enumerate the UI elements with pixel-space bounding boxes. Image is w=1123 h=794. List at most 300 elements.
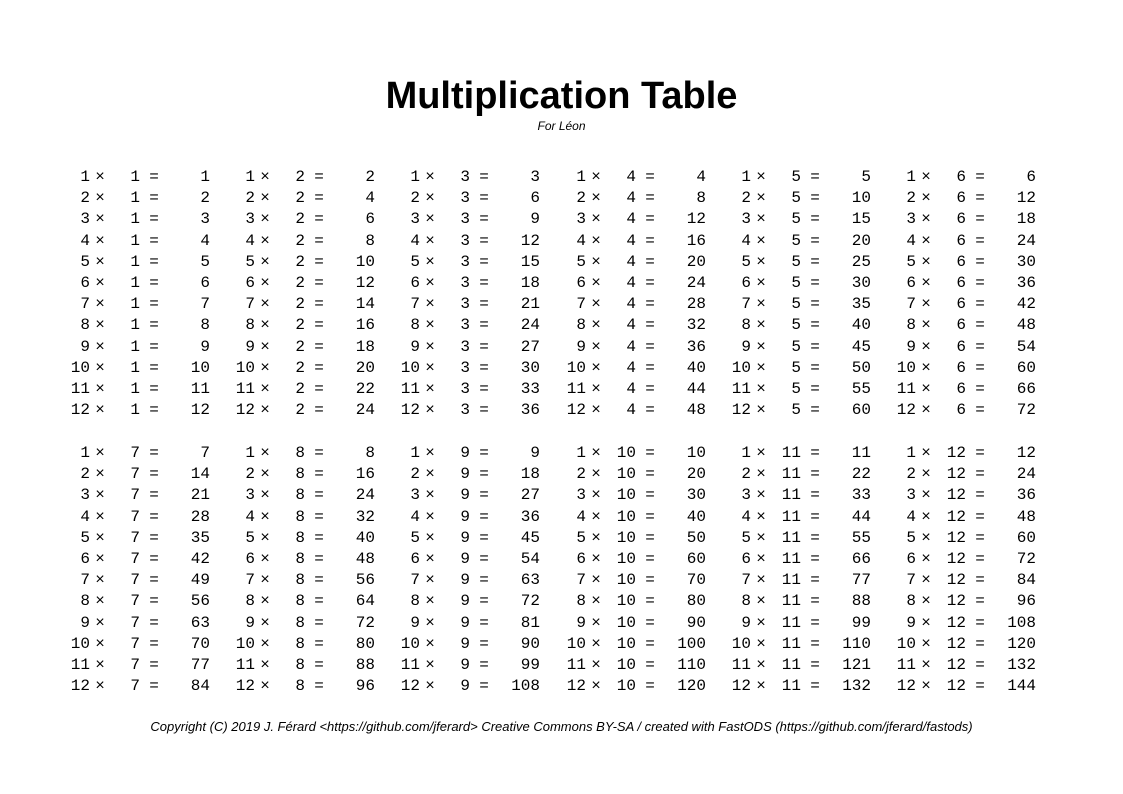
equals-sign: = xyxy=(810,231,820,250)
multiplier: 5 xyxy=(791,401,801,420)
equation-row xyxy=(731,358,881,379)
equals-sign: = xyxy=(149,549,159,568)
equals-sign: = xyxy=(810,358,820,377)
multiplicand: 1 xyxy=(80,444,90,462)
equation-row xyxy=(235,507,385,528)
product: 60 xyxy=(851,401,871,420)
multiplicand: 2 xyxy=(576,189,586,208)
times-sign: × xyxy=(260,507,270,526)
equals-sign: = xyxy=(479,358,489,377)
multiplicand: 6 xyxy=(245,549,255,568)
equation-row xyxy=(731,485,881,506)
equation-row xyxy=(235,443,385,464)
product: 21 xyxy=(190,486,210,505)
times-sign: × xyxy=(756,189,766,208)
times-sign: × xyxy=(756,337,766,356)
product: 70 xyxy=(190,634,210,653)
times-sign: × xyxy=(756,316,766,335)
equation-row xyxy=(235,209,385,230)
times-sign: × xyxy=(260,592,270,611)
equals-sign: = xyxy=(314,189,324,208)
equals-sign: = xyxy=(645,401,655,420)
multiplicand: 8 xyxy=(245,316,255,335)
multiplier: 8 xyxy=(295,528,305,547)
equals-sign: = xyxy=(149,486,159,505)
multiplicand: 10 xyxy=(896,634,916,653)
multiplicand: 2 xyxy=(80,465,90,484)
equals-sign: = xyxy=(975,592,985,611)
product: 12 xyxy=(520,231,540,250)
multiplier: 3 xyxy=(460,401,470,420)
equals-sign: = xyxy=(479,231,489,250)
equals-sign: = xyxy=(810,168,820,186)
multiplier: 4 xyxy=(626,379,636,398)
multiplier: 2 xyxy=(295,379,305,398)
multiplier: 5 xyxy=(791,273,801,292)
multiplier: 4 xyxy=(626,316,636,335)
equation-row xyxy=(400,337,550,358)
equals-sign: = xyxy=(479,507,489,526)
equation-row xyxy=(70,464,220,485)
equals-sign: = xyxy=(810,549,820,568)
multiplicand: 3 xyxy=(245,210,255,229)
equals-sign: = xyxy=(479,252,489,271)
multiplier: 1 xyxy=(130,337,140,356)
equation-row xyxy=(566,188,716,209)
page-subtitle: For Léon xyxy=(537,119,586,133)
equation-row xyxy=(731,167,881,188)
multiplicand: 3 xyxy=(576,210,586,229)
multiplicand: 10 xyxy=(70,634,90,653)
equals-sign: = xyxy=(479,316,489,335)
multiplier: 2 xyxy=(295,210,305,229)
times-sign: × xyxy=(425,252,435,271)
multiplicand: 8 xyxy=(576,592,586,611)
equals-sign: = xyxy=(149,316,159,335)
multiplier: 1 xyxy=(130,401,140,420)
multiplicand: 3 xyxy=(80,486,90,505)
multiplicand: 12 xyxy=(70,401,90,420)
equals-sign: = xyxy=(149,465,159,484)
multiplier: 10 xyxy=(616,528,636,547)
times-table-11 xyxy=(731,443,881,697)
product: 25 xyxy=(851,252,871,271)
times-sign: × xyxy=(95,592,105,611)
equals-sign: = xyxy=(645,465,655,484)
multiplier: 5 xyxy=(791,168,801,186)
equation-row xyxy=(400,358,550,379)
equation-row xyxy=(400,315,550,336)
product: 18 xyxy=(520,465,540,484)
multiplicand: 10 xyxy=(566,358,586,377)
times-sign: × xyxy=(591,358,601,377)
equation-row xyxy=(731,209,881,230)
multiplier: 1 xyxy=(130,273,140,292)
equals-sign: = xyxy=(479,613,489,632)
multiplier: 8 xyxy=(295,613,305,632)
times-sign: × xyxy=(95,210,105,229)
multiplicand: 10 xyxy=(400,358,420,377)
multiplicand: 5 xyxy=(80,252,90,271)
multiplicand: 8 xyxy=(410,316,420,335)
product: 63 xyxy=(520,571,540,590)
multiplicand: 4 xyxy=(576,231,586,250)
multiplicand: 3 xyxy=(410,486,420,505)
multiplier: 4 xyxy=(626,252,636,271)
equation-row xyxy=(566,379,716,400)
multiplier: 12 xyxy=(946,465,966,484)
equals-sign: = xyxy=(810,613,820,632)
equals-sign: = xyxy=(810,571,820,590)
times-sign: × xyxy=(921,613,931,632)
equals-sign: = xyxy=(149,295,159,314)
product: 81 xyxy=(520,613,540,632)
equals-sign: = xyxy=(975,465,985,484)
times-sign: × xyxy=(591,655,601,674)
equals-sign: = xyxy=(975,444,985,462)
multiplicand: 12 xyxy=(731,677,751,696)
times-sign: × xyxy=(95,295,105,314)
product: 22 xyxy=(355,379,375,398)
equals-sign: = xyxy=(479,295,489,314)
multiplicand: 7 xyxy=(245,295,255,314)
multiplicand: 11 xyxy=(400,655,420,674)
equation-row xyxy=(400,485,550,506)
times-sign: × xyxy=(260,210,270,229)
product: 66 xyxy=(851,549,871,568)
times-sign: × xyxy=(425,655,435,674)
multiplicand: 11 xyxy=(235,655,255,674)
times-sign: × xyxy=(260,252,270,271)
multiplicand: 9 xyxy=(741,613,751,632)
product: 60 xyxy=(1016,528,1036,547)
equals-sign: = xyxy=(810,273,820,292)
multiplier: 8 xyxy=(295,444,305,462)
multiplier: 7 xyxy=(130,655,140,674)
equals-sign: = xyxy=(975,486,985,505)
product: 16 xyxy=(686,231,706,250)
equation-row xyxy=(896,231,1046,252)
multiplicand: 1 xyxy=(410,168,420,186)
equals-sign: = xyxy=(975,528,985,547)
times-sign: × xyxy=(591,231,601,250)
multiplier: 10 xyxy=(616,592,636,611)
equation-row xyxy=(731,337,881,358)
multiplicand: 12 xyxy=(400,401,420,420)
equation-row xyxy=(896,485,1046,506)
multiplicand: 1 xyxy=(576,444,586,462)
multiplicand: 5 xyxy=(80,528,90,547)
multiplicand: 9 xyxy=(245,613,255,632)
times-sign: × xyxy=(95,231,105,250)
equation-row xyxy=(731,273,881,294)
equals-sign: = xyxy=(479,444,489,462)
equation-row xyxy=(731,315,881,336)
product: 56 xyxy=(355,571,375,590)
multiplier: 5 xyxy=(791,358,801,377)
equation-row xyxy=(400,507,550,528)
equals-sign: = xyxy=(479,401,489,420)
times-sign: × xyxy=(756,210,766,229)
times-sign: × xyxy=(425,549,435,568)
times-sign: × xyxy=(921,465,931,484)
product: 28 xyxy=(686,295,706,314)
multiplier: 4 xyxy=(626,168,636,186)
equals-sign: = xyxy=(810,592,820,611)
product: 66 xyxy=(1016,379,1036,398)
product: 120 xyxy=(677,677,706,696)
equals-sign: = xyxy=(645,273,655,292)
equation-row xyxy=(400,613,550,634)
times-sign: × xyxy=(260,655,270,674)
product: 44 xyxy=(851,507,871,526)
equals-sign: = xyxy=(479,549,489,568)
times-sign: × xyxy=(260,358,270,377)
times-sign: × xyxy=(591,337,601,356)
product: 72 xyxy=(1016,549,1036,568)
equals-sign: = xyxy=(810,677,820,696)
product: 110 xyxy=(677,655,706,674)
equals-sign: = xyxy=(479,592,489,611)
multiplier: 5 xyxy=(791,295,801,314)
product: 40 xyxy=(851,316,871,335)
equation-row xyxy=(70,634,220,655)
equation-row xyxy=(566,507,716,528)
times-sign: × xyxy=(425,337,435,356)
times-sign: × xyxy=(425,295,435,314)
multiplier: 9 xyxy=(460,571,470,590)
product: 110 xyxy=(842,634,871,653)
times-sign: × xyxy=(260,528,270,547)
equals-sign: = xyxy=(314,295,324,314)
multiplier: 1 xyxy=(130,379,140,398)
equals-sign: = xyxy=(149,655,159,674)
multiplicand: 11 xyxy=(731,655,751,674)
equals-sign: = xyxy=(975,507,985,526)
multiplier: 4 xyxy=(626,231,636,250)
equation-row xyxy=(566,591,716,612)
equation-row xyxy=(896,337,1046,358)
multiplicand: 6 xyxy=(80,549,90,568)
multiplicand: 4 xyxy=(741,507,751,526)
equals-sign: = xyxy=(975,358,985,377)
multiplicand: 11 xyxy=(400,379,420,398)
equation-row xyxy=(896,358,1046,379)
multiplicand: 2 xyxy=(906,465,916,484)
multiplicand: 1 xyxy=(80,168,90,186)
product: 84 xyxy=(190,677,210,696)
multiplier: 2 xyxy=(295,295,305,314)
multiplier: 8 xyxy=(295,592,305,611)
equation-row xyxy=(896,613,1046,634)
product: 12 xyxy=(190,401,210,420)
equals-sign: = xyxy=(314,465,324,484)
equation-row xyxy=(400,676,550,697)
multiplier: 11 xyxy=(781,677,801,696)
multiplicand: 2 xyxy=(741,189,751,208)
multiplier: 5 xyxy=(791,189,801,208)
equals-sign: = xyxy=(975,677,985,696)
equation-row xyxy=(235,655,385,676)
product: 14 xyxy=(355,295,375,314)
equation-row xyxy=(566,294,716,315)
equals-sign: = xyxy=(479,210,489,229)
product: 72 xyxy=(1016,401,1036,420)
equation-row xyxy=(235,485,385,506)
equation-row xyxy=(896,655,1046,676)
multiplier: 12 xyxy=(946,571,966,590)
product: 9 xyxy=(530,210,540,229)
multiplier: 8 xyxy=(295,677,305,696)
multiplier: 7 xyxy=(130,634,140,653)
times-sign: × xyxy=(95,358,105,377)
times-table-6 xyxy=(896,167,1046,421)
multiplicand: 12 xyxy=(400,677,420,696)
times-sign: × xyxy=(425,189,435,208)
product: 22 xyxy=(851,465,871,484)
equation-row xyxy=(70,358,220,379)
equals-sign: = xyxy=(975,273,985,292)
equals-sign: = xyxy=(810,401,820,420)
times-sign: × xyxy=(260,401,270,420)
multiplicand: 3 xyxy=(80,210,90,229)
multiplier: 5 xyxy=(791,252,801,271)
multiplicand: 3 xyxy=(741,486,751,505)
multiplier: 3 xyxy=(460,210,470,229)
product: 77 xyxy=(851,571,871,590)
multiplier: 9 xyxy=(460,507,470,526)
times-sign: × xyxy=(921,358,931,377)
equation-row xyxy=(70,294,220,315)
equation-row xyxy=(896,379,1046,400)
multiplicand: 10 xyxy=(731,358,751,377)
equation-row xyxy=(566,485,716,506)
times-sign: × xyxy=(921,549,931,568)
times-sign: × xyxy=(921,677,931,696)
equation-row xyxy=(235,676,385,697)
equation-row xyxy=(731,613,881,634)
multiplier: 6 xyxy=(956,401,966,420)
equals-sign: = xyxy=(314,486,324,505)
multiplicand: 11 xyxy=(566,655,586,674)
equals-sign: = xyxy=(479,634,489,653)
multiplicand: 7 xyxy=(80,571,90,590)
equals-sign: = xyxy=(149,252,159,271)
multiplicand: 5 xyxy=(906,252,916,271)
equation-row xyxy=(731,528,881,549)
multiplier: 6 xyxy=(956,337,966,356)
equals-sign: = xyxy=(645,337,655,356)
times-sign: × xyxy=(425,358,435,377)
product: 60 xyxy=(1016,358,1036,377)
equation-row xyxy=(400,252,550,273)
multiplier: 6 xyxy=(956,358,966,377)
multiplier: 12 xyxy=(946,528,966,547)
equals-sign: = xyxy=(479,337,489,356)
times-sign: × xyxy=(260,189,270,208)
equation-row xyxy=(896,464,1046,485)
multiplicand: 1 xyxy=(741,444,751,462)
times-sign: × xyxy=(756,444,766,462)
times-table-5 xyxy=(731,167,881,421)
equation-row xyxy=(70,676,220,697)
times-sign: × xyxy=(921,634,931,653)
multiplicand: 12 xyxy=(566,677,586,696)
equation-row xyxy=(235,400,385,421)
product: 10 xyxy=(686,444,706,462)
product: 7 xyxy=(200,444,210,462)
product: 14 xyxy=(190,465,210,484)
multiplicand: 7 xyxy=(741,571,751,590)
multiplier: 4 xyxy=(626,401,636,420)
equals-sign: = xyxy=(314,210,324,229)
equation-row xyxy=(235,188,385,209)
equation-row xyxy=(70,379,220,400)
multiplicand: 6 xyxy=(906,549,916,568)
multiplier: 3 xyxy=(460,231,470,250)
equals-sign: = xyxy=(810,210,820,229)
multiplicand: 8 xyxy=(80,592,90,611)
product: 90 xyxy=(686,613,706,632)
equals-sign: = xyxy=(810,337,820,356)
times-sign: × xyxy=(260,613,270,632)
equals-sign: = xyxy=(975,210,985,229)
multiplier: 2 xyxy=(295,401,305,420)
times-sign: × xyxy=(425,613,435,632)
product: 3 xyxy=(200,210,210,229)
times-sign: × xyxy=(95,571,105,590)
equals-sign: = xyxy=(810,295,820,314)
equals-sign: = xyxy=(810,379,820,398)
times-sign: × xyxy=(756,677,766,696)
times-sign: × xyxy=(95,465,105,484)
multiplier: 8 xyxy=(295,655,305,674)
multiplicand: 9 xyxy=(906,613,916,632)
times-sign: × xyxy=(95,337,105,356)
multiplier: 10 xyxy=(616,444,636,462)
equals-sign: = xyxy=(149,231,159,250)
multiplier: 12 xyxy=(946,549,966,568)
product: 144 xyxy=(1007,677,1036,696)
multiplicand: 6 xyxy=(576,549,586,568)
equation-row xyxy=(566,634,716,655)
product: 12 xyxy=(355,273,375,292)
multiplier: 3 xyxy=(460,316,470,335)
product: 15 xyxy=(520,252,540,271)
multiplicand: 2 xyxy=(410,189,420,208)
equation-row xyxy=(70,443,220,464)
multiplier: 11 xyxy=(781,465,801,484)
product: 30 xyxy=(1016,252,1036,271)
multiplicand: 8 xyxy=(741,592,751,611)
equation-row xyxy=(566,400,716,421)
product: 33 xyxy=(520,379,540,398)
multiplier: 1 xyxy=(130,210,140,229)
times-sign: × xyxy=(260,486,270,505)
times-sign: × xyxy=(921,444,931,462)
product: 35 xyxy=(190,528,210,547)
multiplicand: 3 xyxy=(906,210,916,229)
multiplicand: 12 xyxy=(896,677,916,696)
multiplicand: 10 xyxy=(400,634,420,653)
multiplier: 9 xyxy=(460,592,470,611)
equals-sign: = xyxy=(314,379,324,398)
multiplier: 7 xyxy=(130,592,140,611)
times-sign: × xyxy=(591,189,601,208)
multiplier: 10 xyxy=(616,634,636,653)
equation-row xyxy=(566,315,716,336)
equals-sign: = xyxy=(479,528,489,547)
